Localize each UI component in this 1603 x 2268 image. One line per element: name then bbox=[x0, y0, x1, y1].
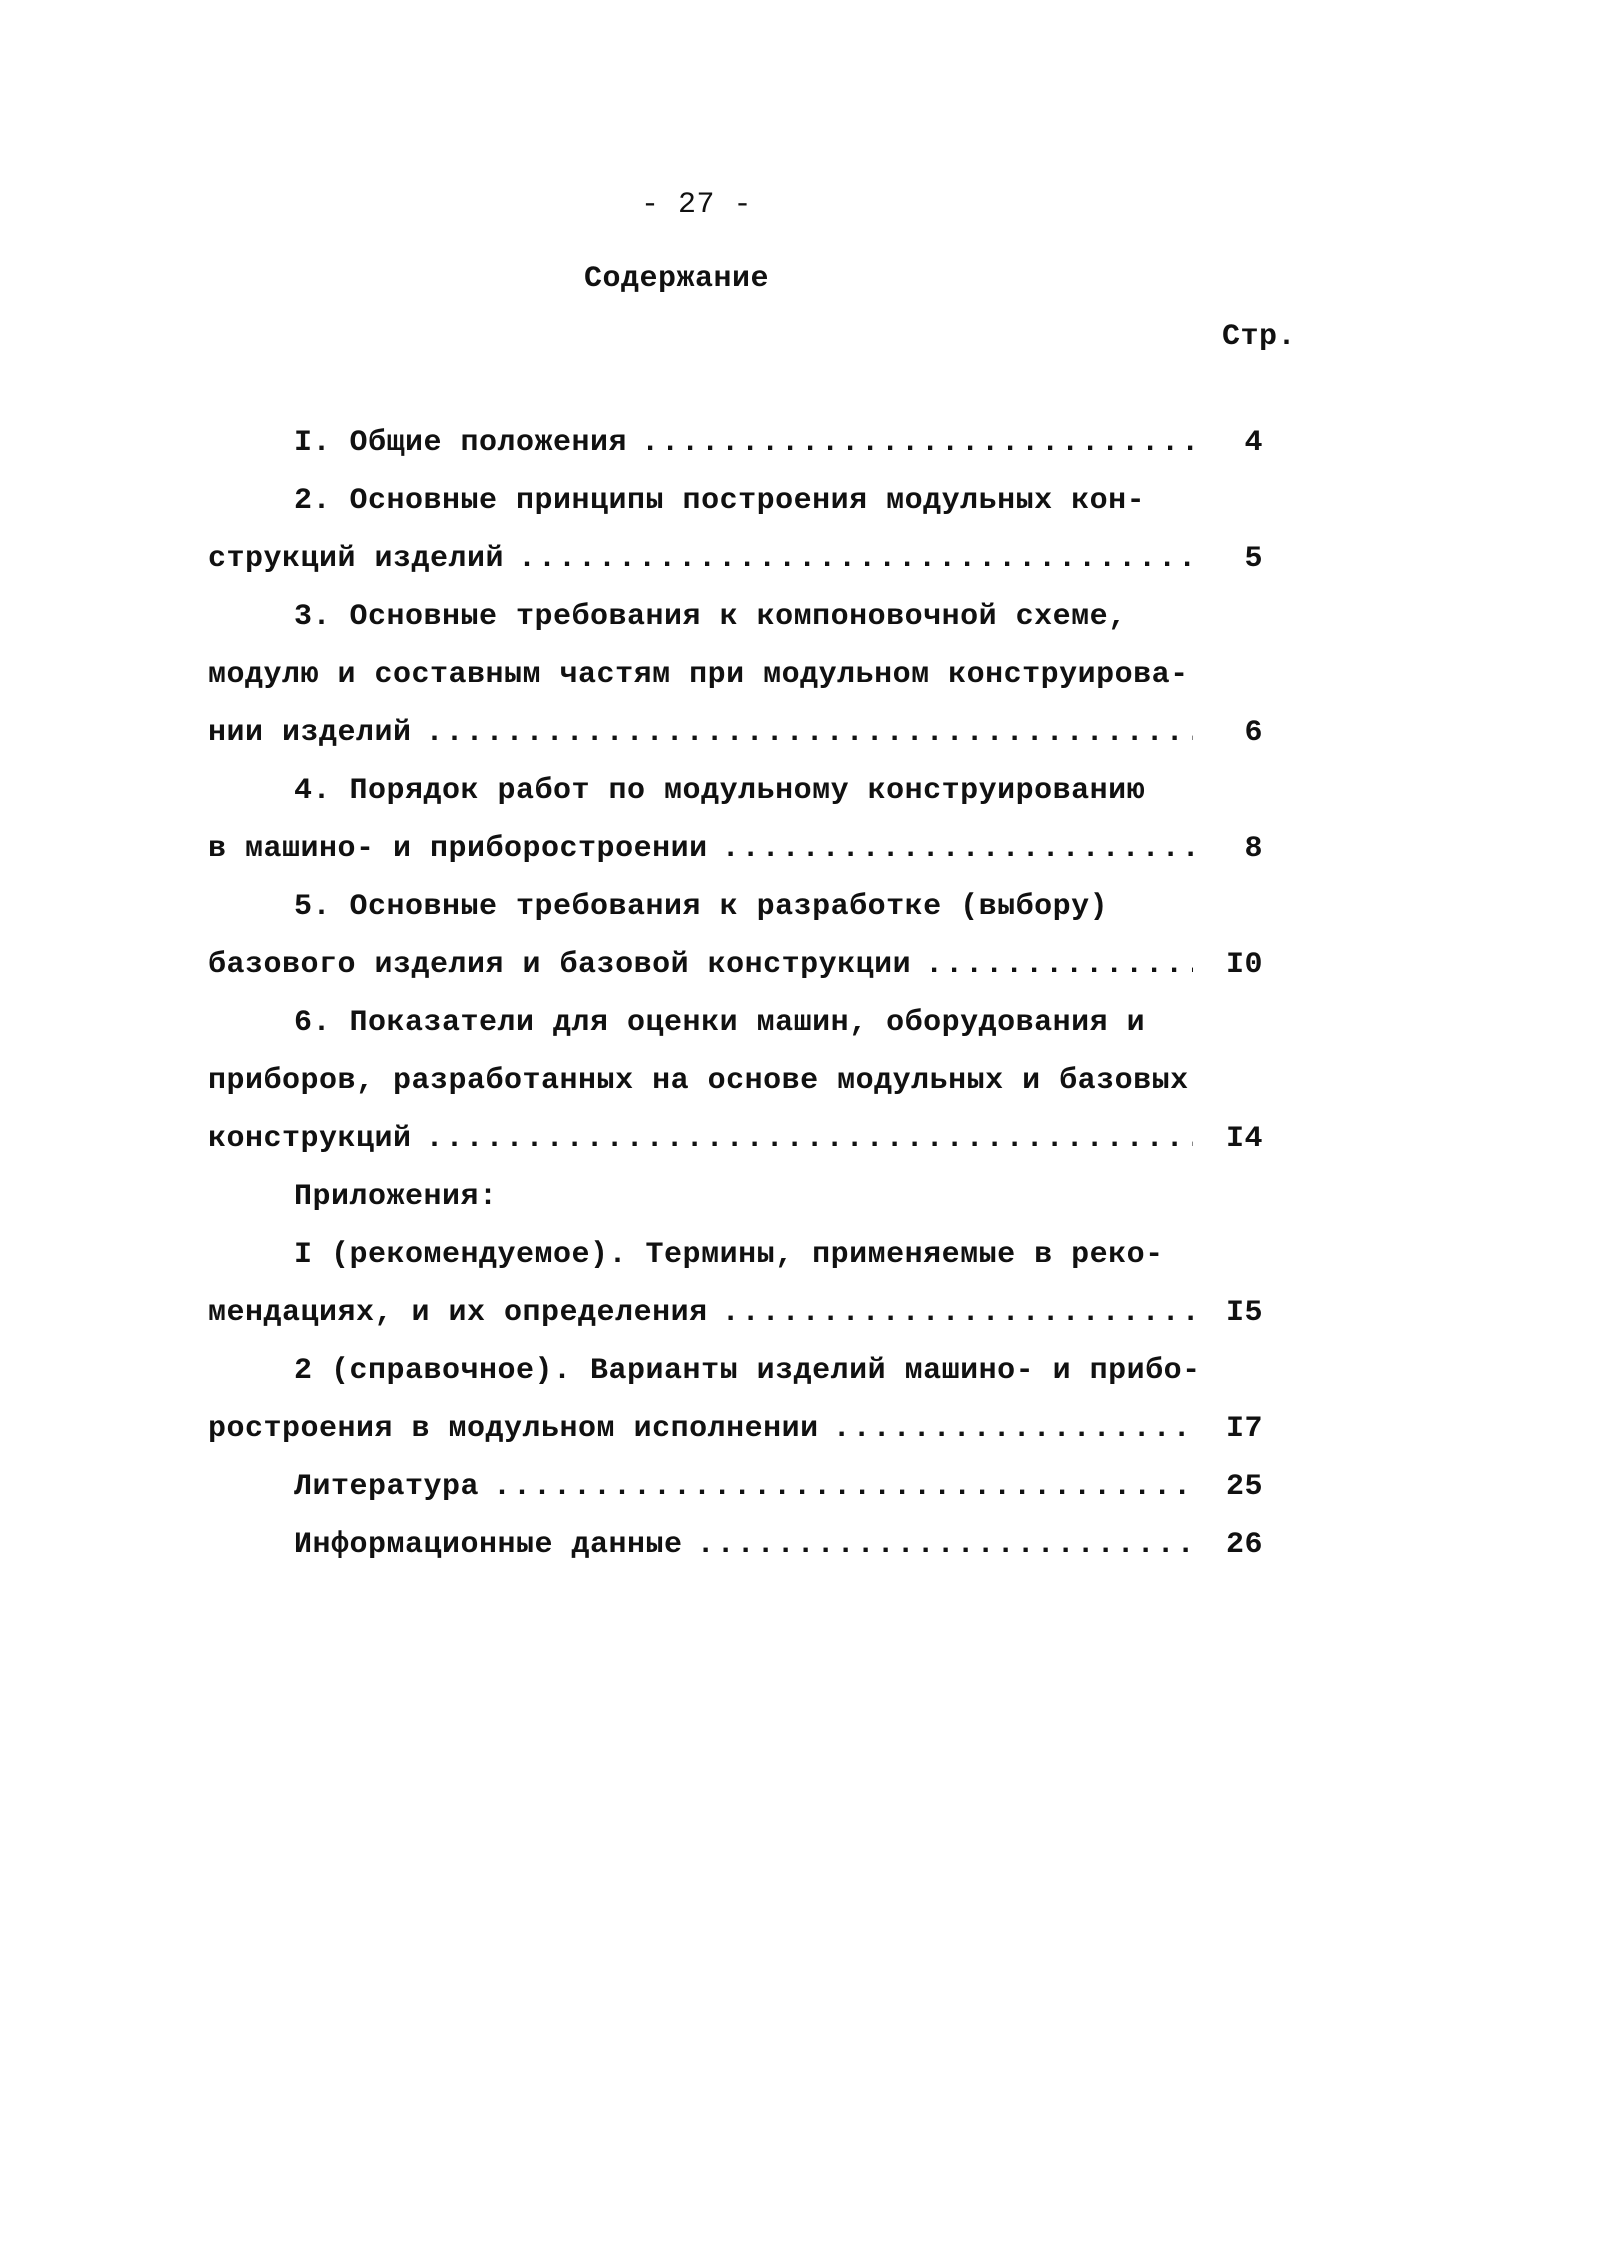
toc-line-text: струкций изделий bbox=[208, 542, 505, 576]
toc-line-text: 2. Основные принципы построения модульных кон- bbox=[294, 484, 1146, 518]
toc-line bbox=[208, 414, 1263, 472]
dot-leader bbox=[697, 1516, 1193, 1574]
dot-leader bbox=[833, 1400, 1193, 1458]
table-of-contents bbox=[208, 414, 1263, 1574]
toc-line bbox=[208, 704, 1263, 762]
dot-leader bbox=[641, 414, 1193, 472]
toc-entry bbox=[208, 762, 1263, 878]
toc-line-text: в машино- и приборостроении bbox=[208, 832, 708, 866]
toc-line bbox=[208, 994, 1263, 1052]
dot-leader bbox=[493, 1458, 1193, 1516]
toc-page-number: 6 bbox=[1244, 716, 1263, 750]
toc-entry bbox=[208, 1458, 1263, 1516]
toc-page-number: 8 bbox=[1244, 832, 1263, 866]
toc-line bbox=[208, 1226, 1263, 1284]
toc-line-text: I (рекомендуемое). Термины, применяемые в реко- bbox=[294, 1238, 1164, 1272]
toc-line-text: базового изделия и базовой конструкции bbox=[208, 948, 912, 982]
toc-line bbox=[208, 878, 1263, 936]
toc-line bbox=[208, 530, 1263, 588]
toc-entry bbox=[208, 414, 1263, 472]
toc-line bbox=[208, 1168, 1263, 1226]
toc-page-number: 25 bbox=[1225, 1470, 1263, 1504]
toc-line bbox=[208, 588, 1263, 646]
toc-line-text: приборов, разработанных на основе модульных и базовых bbox=[208, 1064, 1189, 1098]
toc-line-text: 5. Основные требования к разработке (выбору) bbox=[294, 890, 1109, 924]
dot-leader bbox=[722, 820, 1193, 878]
toc-line-text: нии изделий bbox=[208, 716, 412, 750]
toc-line-text: Литература bbox=[294, 1470, 480, 1504]
toc-line-text: Информационные данные bbox=[294, 1528, 683, 1562]
toc-line bbox=[208, 1516, 1263, 1574]
toc-line-text: 6. Показатели для оценки машин, оборудования и bbox=[294, 1006, 1146, 1040]
page-number: - 27 - bbox=[640, 188, 753, 222]
toc-line bbox=[208, 1342, 1263, 1400]
toc-line bbox=[208, 820, 1263, 878]
toc-entry bbox=[208, 994, 1263, 1168]
toc-line bbox=[208, 472, 1263, 530]
toc-line-text: конструкций bbox=[208, 1122, 412, 1156]
toc-entry bbox=[208, 1168, 1263, 1226]
toc-entry bbox=[208, 472, 1263, 588]
toc-line bbox=[208, 1284, 1263, 1342]
toc-line-text: Приложения: bbox=[294, 1180, 498, 1214]
toc-page-number: 5 bbox=[1244, 542, 1263, 576]
toc-line-text: модулю и составным частям при модульном конструирова- bbox=[208, 658, 1189, 692]
page-title: Содержание bbox=[583, 262, 770, 296]
toc-page-number: I4 bbox=[1225, 1122, 1263, 1156]
dot-leader bbox=[722, 1284, 1193, 1342]
page-column-label: Стр. bbox=[1222, 320, 1297, 354]
toc-line bbox=[208, 1458, 1263, 1516]
toc-page-number: 4 bbox=[1244, 426, 1263, 460]
toc-page-number: I5 bbox=[1225, 1296, 1263, 1330]
dot-leader bbox=[925, 936, 1193, 994]
toc-line bbox=[208, 1052, 1263, 1110]
toc-page-number: I7 bbox=[1225, 1412, 1263, 1446]
toc-page-number: 26 bbox=[1225, 1528, 1263, 1562]
dot-leader bbox=[426, 1110, 1193, 1168]
toc-line bbox=[208, 936, 1263, 994]
toc-line-text: 4. Порядок работ по модульному конструированию bbox=[294, 774, 1146, 808]
toc-entry bbox=[208, 878, 1263, 994]
toc-line-text: 3. Основные требования к компоновочной схеме, bbox=[294, 600, 1127, 634]
toc-entry bbox=[208, 1226, 1263, 1342]
toc-line bbox=[208, 646, 1263, 704]
toc-line bbox=[208, 762, 1263, 820]
dot-leader bbox=[518, 530, 1193, 588]
toc-line bbox=[208, 1400, 1263, 1458]
toc-entry bbox=[208, 1516, 1263, 1574]
toc-line-text: 2 (справочное). Варианты изделий машино- и прибо- bbox=[294, 1354, 1201, 1388]
toc-entry bbox=[208, 588, 1263, 762]
toc-page-number: I0 bbox=[1225, 948, 1263, 982]
dot-leader bbox=[426, 704, 1193, 762]
toc-line-text: I. Общие положения bbox=[294, 426, 628, 460]
toc-line-text: ростроения в модульном исполнении bbox=[208, 1412, 819, 1446]
toc-line-text: мендациях, и их определения bbox=[208, 1296, 708, 1330]
toc-entry bbox=[208, 1342, 1263, 1458]
toc-line bbox=[208, 1110, 1263, 1168]
